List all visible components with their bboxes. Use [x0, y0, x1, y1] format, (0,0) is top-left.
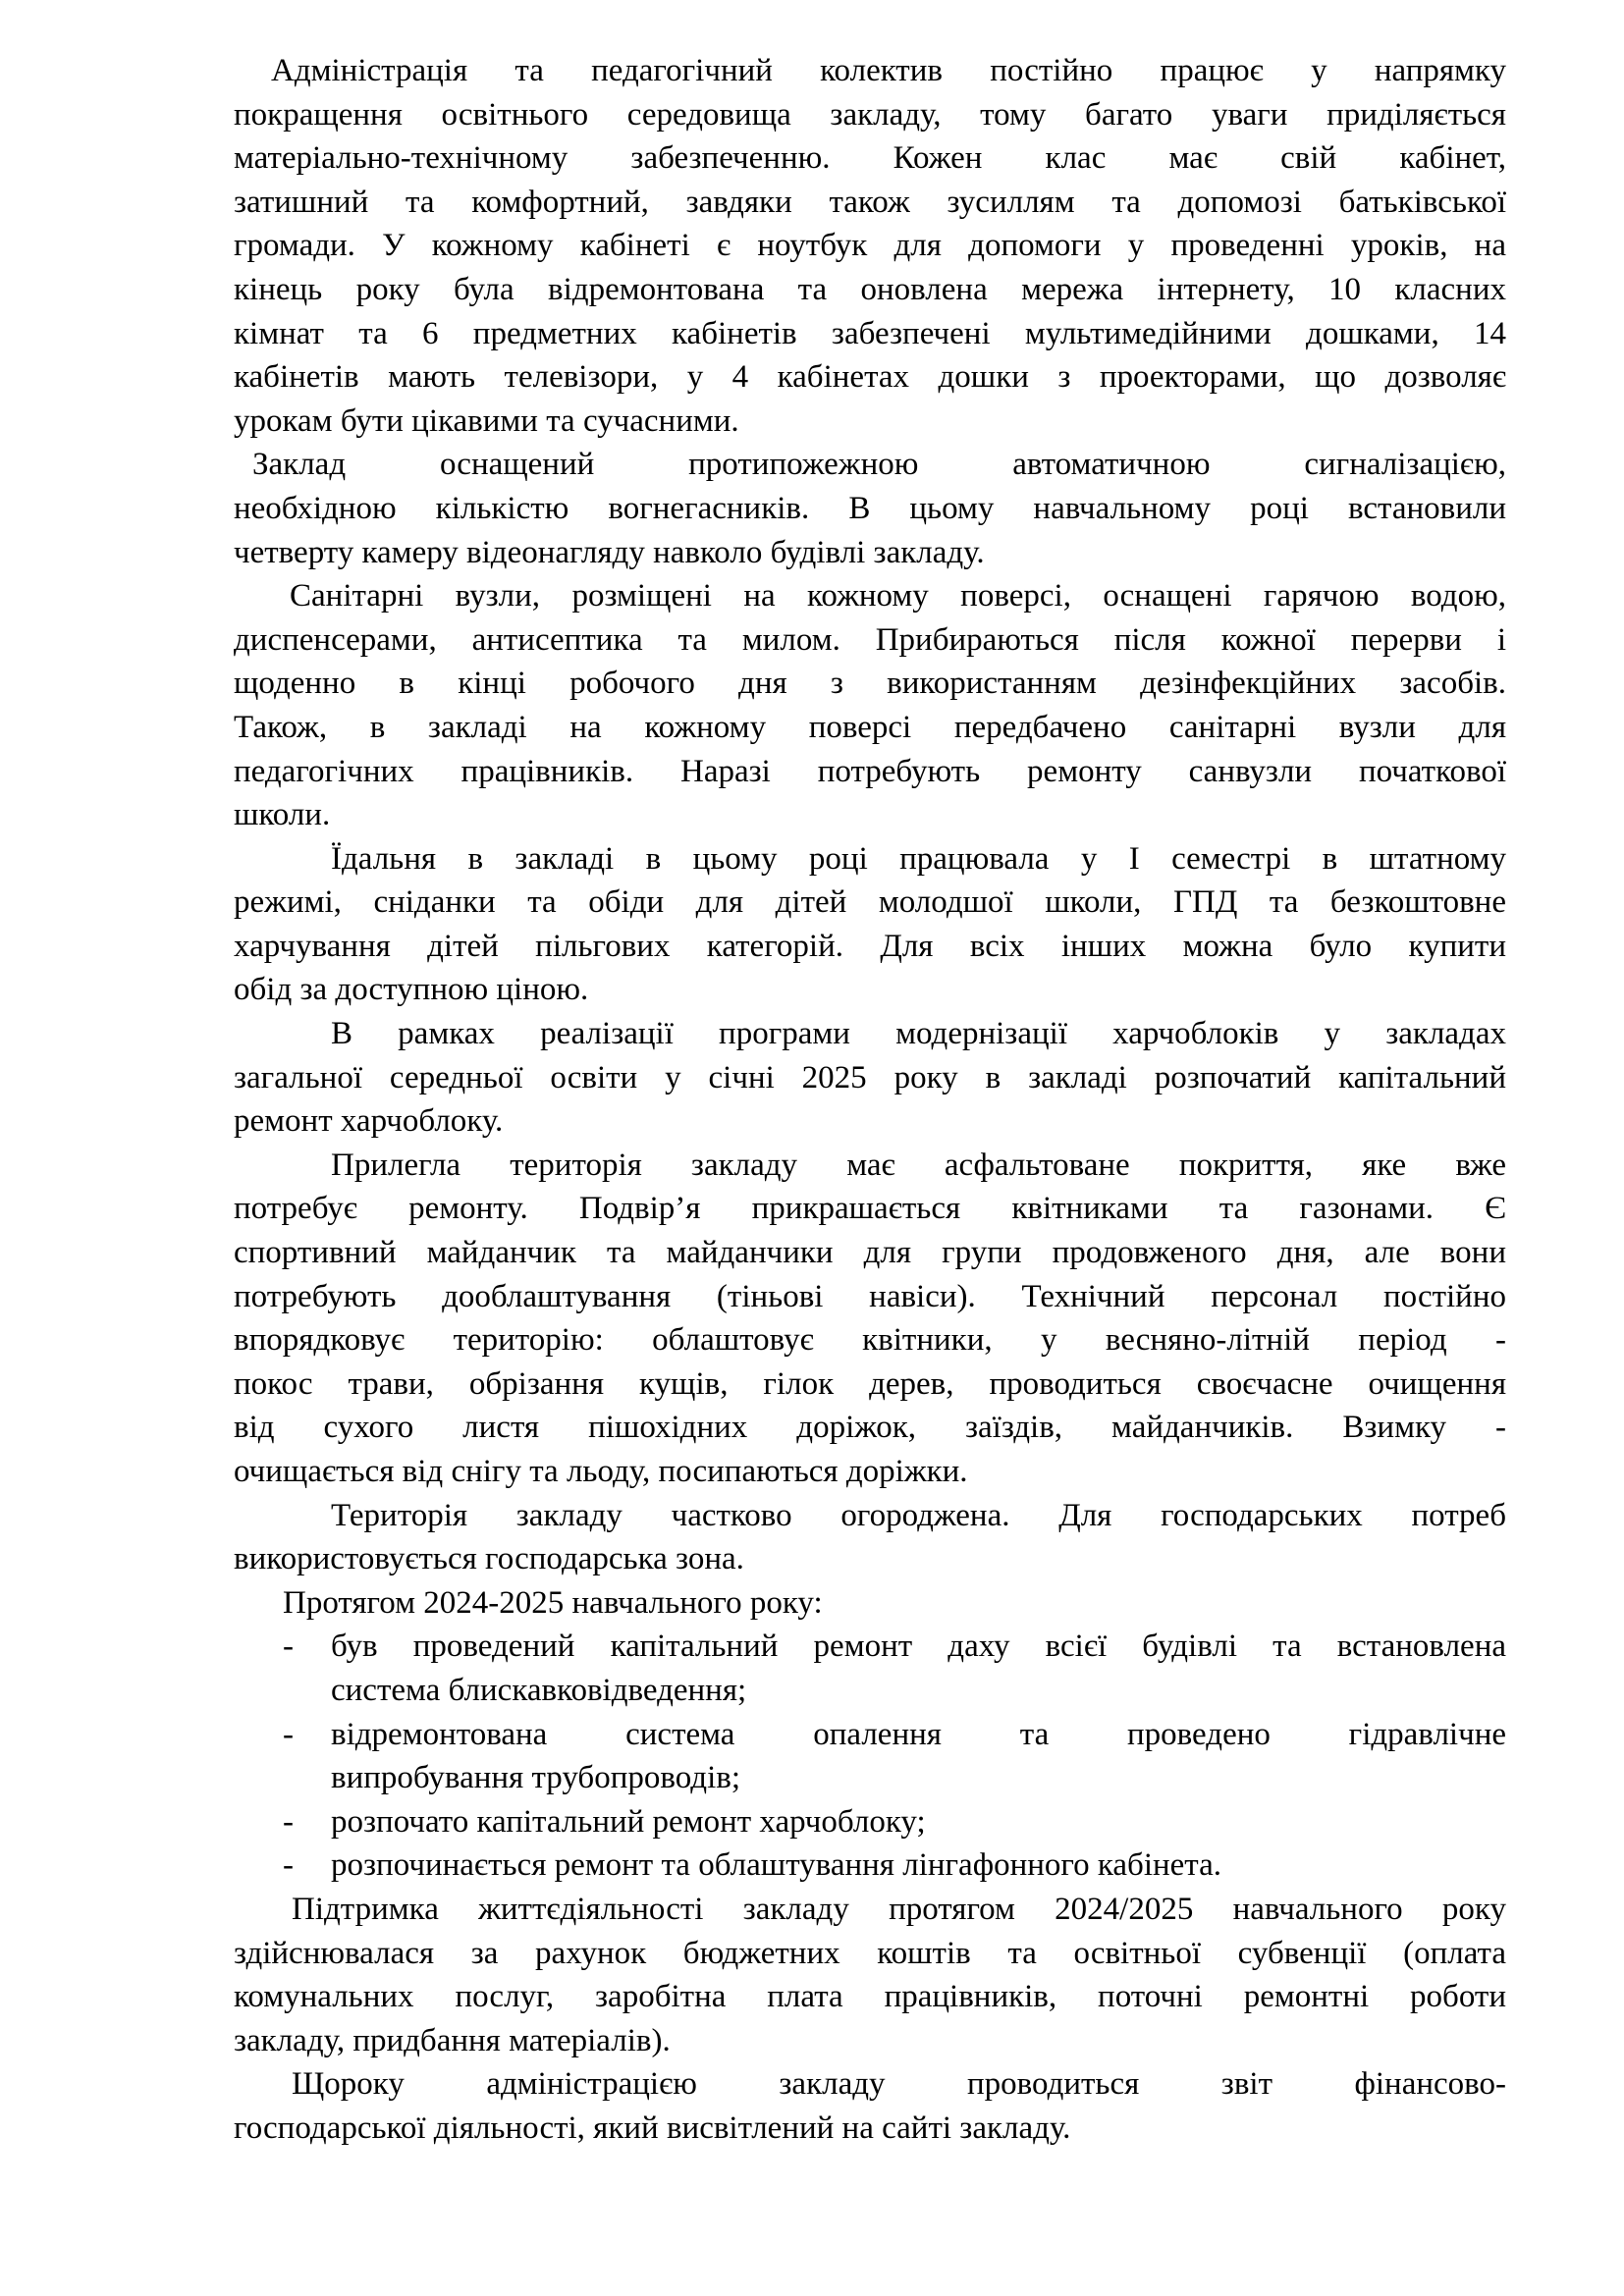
text-line: Санітарні вузли, розміщені на кожному поверсі, оснащені гарячою водою,: [290, 578, 1506, 614]
text-line: затишний та комфортний, завдяки також зусиллям та допомозі батьківської: [234, 184, 1506, 220]
text-line: закладу, придбання матеріалів).: [234, 2022, 671, 2058]
text-line: режимі, сніданки та обіди для дітей молодшої школи, ГПД та безкоштовне: [234, 884, 1506, 921]
text-line: загальної середньої освіти у січні 2025 року в закладі розпочатий капітальний: [234, 1059, 1506, 1095]
text-line: спортивний майданчик та майданчики для групи продовженого дня, але вони: [234, 1235, 1506, 1271]
works-list: [234, 1625, 1506, 1888]
text-line: В рамках реалізації програми модернізації харчоблоків у закладах: [331, 1016, 1506, 1052]
paragraph-funding: [234, 1888, 1506, 2062]
text-line: четверту камеру відеонагляду навколо будівлі закладу.: [234, 534, 985, 570]
text-line: кінець року була відремонтована та оновлена мережа інтернету, 10 класних: [234, 271, 1506, 307]
text-line: був проведений капітальний ремонт даху всієї будівлі та встановлена: [331, 1629, 1506, 1665]
paragraph-canteen: [234, 837, 1506, 1012]
text-line: господарської діяльності, який висвітлений на сайті закладу.: [234, 2109, 1071, 2146]
text-line: випробування трубопроводів;: [331, 1760, 740, 1796]
text-line: матеріально-технічному забезпеченню. Кожен клас має свій кабінет,: [234, 140, 1506, 177]
text-line: потребує ремонту. Подвір’я прикрашається квітниками та газонами. Є: [234, 1191, 1506, 1227]
text-line: Підтримка життєдіяльності закладу протягом 2024/2025 навчального року: [292, 1891, 1506, 1927]
text-line: Їдальня в закладі в цьому році працювала у І семестрі в штатному: [331, 840, 1506, 877]
paragraph-fire-safety: [234, 443, 1506, 574]
list-item: [234, 1713, 1506, 1800]
text-line: покос трави, обрізання кущів, гілок дерев, проводиться своєчасне очищення: [234, 1365, 1506, 1402]
text-line: Прилегла територія закладу має асфальтоване покриття, яке вже: [331, 1147, 1506, 1183]
text-line: використовується господарська зона.: [234, 1541, 744, 1577]
paragraph-classrooms-equipment: [234, 49, 1506, 443]
text-line: здійснювалася за рахунок бюджетних коштів та освітньої субвенції (оплата: [234, 1935, 1506, 1971]
dash-bullet-icon: -: [283, 1716, 294, 1752]
dash-bullet-icon: -: [283, 1847, 294, 1884]
paragraph-fencing: [234, 1494, 1506, 1581]
list-item: [234, 1800, 1506, 1844]
text-line: Територія закладу частково огороджена. Для господарських потреб: [331, 1497, 1506, 1533]
list-item: [234, 1843, 1506, 1888]
text-line: школи.: [234, 797, 331, 833]
text-line: Також, в закладі на кожному поверсі передбачено санітарні вузли для: [234, 709, 1506, 745]
text-line: система блискавковідведення;: [331, 1672, 747, 1708]
text-line: урокам бути цікавими та сучасними.: [234, 402, 739, 439]
text-line: громади. У кожному кабінеті є ноутбук для допомоги у проведенні уроків, на: [234, 228, 1506, 264]
paragraph-financial-report: [234, 2062, 1506, 2150]
text-line: ремонт харчоблоку.: [234, 1103, 504, 1140]
text-line: обід за доступною ціною.: [234, 972, 589, 1008]
text-line: покращення освітнього середовища закладу, тому багато уваги приділяється: [234, 96, 1506, 133]
text-line: диспенсерами, антисептика та милом. Прибираються після кожної перерви і: [234, 621, 1506, 658]
text-line: комунальних послуг, заробітна плата працівників, поточні ремонтні роботи: [234, 1979, 1506, 2015]
text-line: Щороку адміністрацією закладу проводиться звіт фінансово-: [292, 2066, 1506, 2103]
text-line: від сухого листя пішохідних доріжок, заїздів, майданчиків. Взимку -: [234, 1410, 1506, 1446]
text-line: відремонтована система опалення та проведено гідравлічне: [331, 1716, 1506, 1752]
paragraph-grounds: [234, 1144, 1506, 1494]
text-line: кімнат та 6 предметних кабінетів забезпечені мультимедійними дошками, 14: [234, 315, 1506, 351]
text-line: очищається від снігу та льоду, посипаються доріжки.: [234, 1454, 968, 1489]
text-line: розпочинається ремонт та облаштування лінгафонного кабінета.: [331, 1847, 1222, 1884]
text-line: Заклад оснащений протипожежною автоматичною сигналізацією,: [252, 447, 1506, 483]
paragraph-sanitary-facilities: [234, 574, 1506, 837]
list-item: [234, 1625, 1506, 1712]
document-page: [234, 49, 1506, 2151]
dash-bullet-icon: -: [283, 1629, 294, 1665]
text-line: щоденно в кінці робочого дня з використанням дезінфекційних засобів.: [234, 666, 1506, 702]
paragraph-list-intro: [234, 1581, 1506, 1626]
text-line: Протягом 2024-2025 навчального року:: [283, 1584, 823, 1621]
text-line: впорядковує територію: облаштовує квітники, у весняно-літній період -: [234, 1322, 1506, 1359]
text-line: педагогічних працівників. Наразі потребують ремонту санвузли початкової: [234, 753, 1506, 789]
text-line: потребують дооблаштування (тіньові навіси). Технічний персонал постійно: [234, 1278, 1506, 1314]
dash-bullet-icon: -: [283, 1803, 294, 1840]
text-line: розпочато капітальний ремонт харчоблоку;: [331, 1803, 926, 1840]
text-line: кабінетів мають телевізори, у 4 кабінетах дошки з проекторами, що дозволяє: [234, 359, 1506, 396]
text-line: необхідною кількістю вогнегасників. В цьому навчальному році встановили: [234, 490, 1506, 526]
paragraph-kitchen-modernization: [234, 1012, 1506, 1144]
text-line: харчування дітей пільгових категорій. Для всіх інших можна було купити: [234, 928, 1506, 964]
text-line: Адміністрація та педагогічний колектив постійно працює у напрямку: [271, 53, 1506, 88]
